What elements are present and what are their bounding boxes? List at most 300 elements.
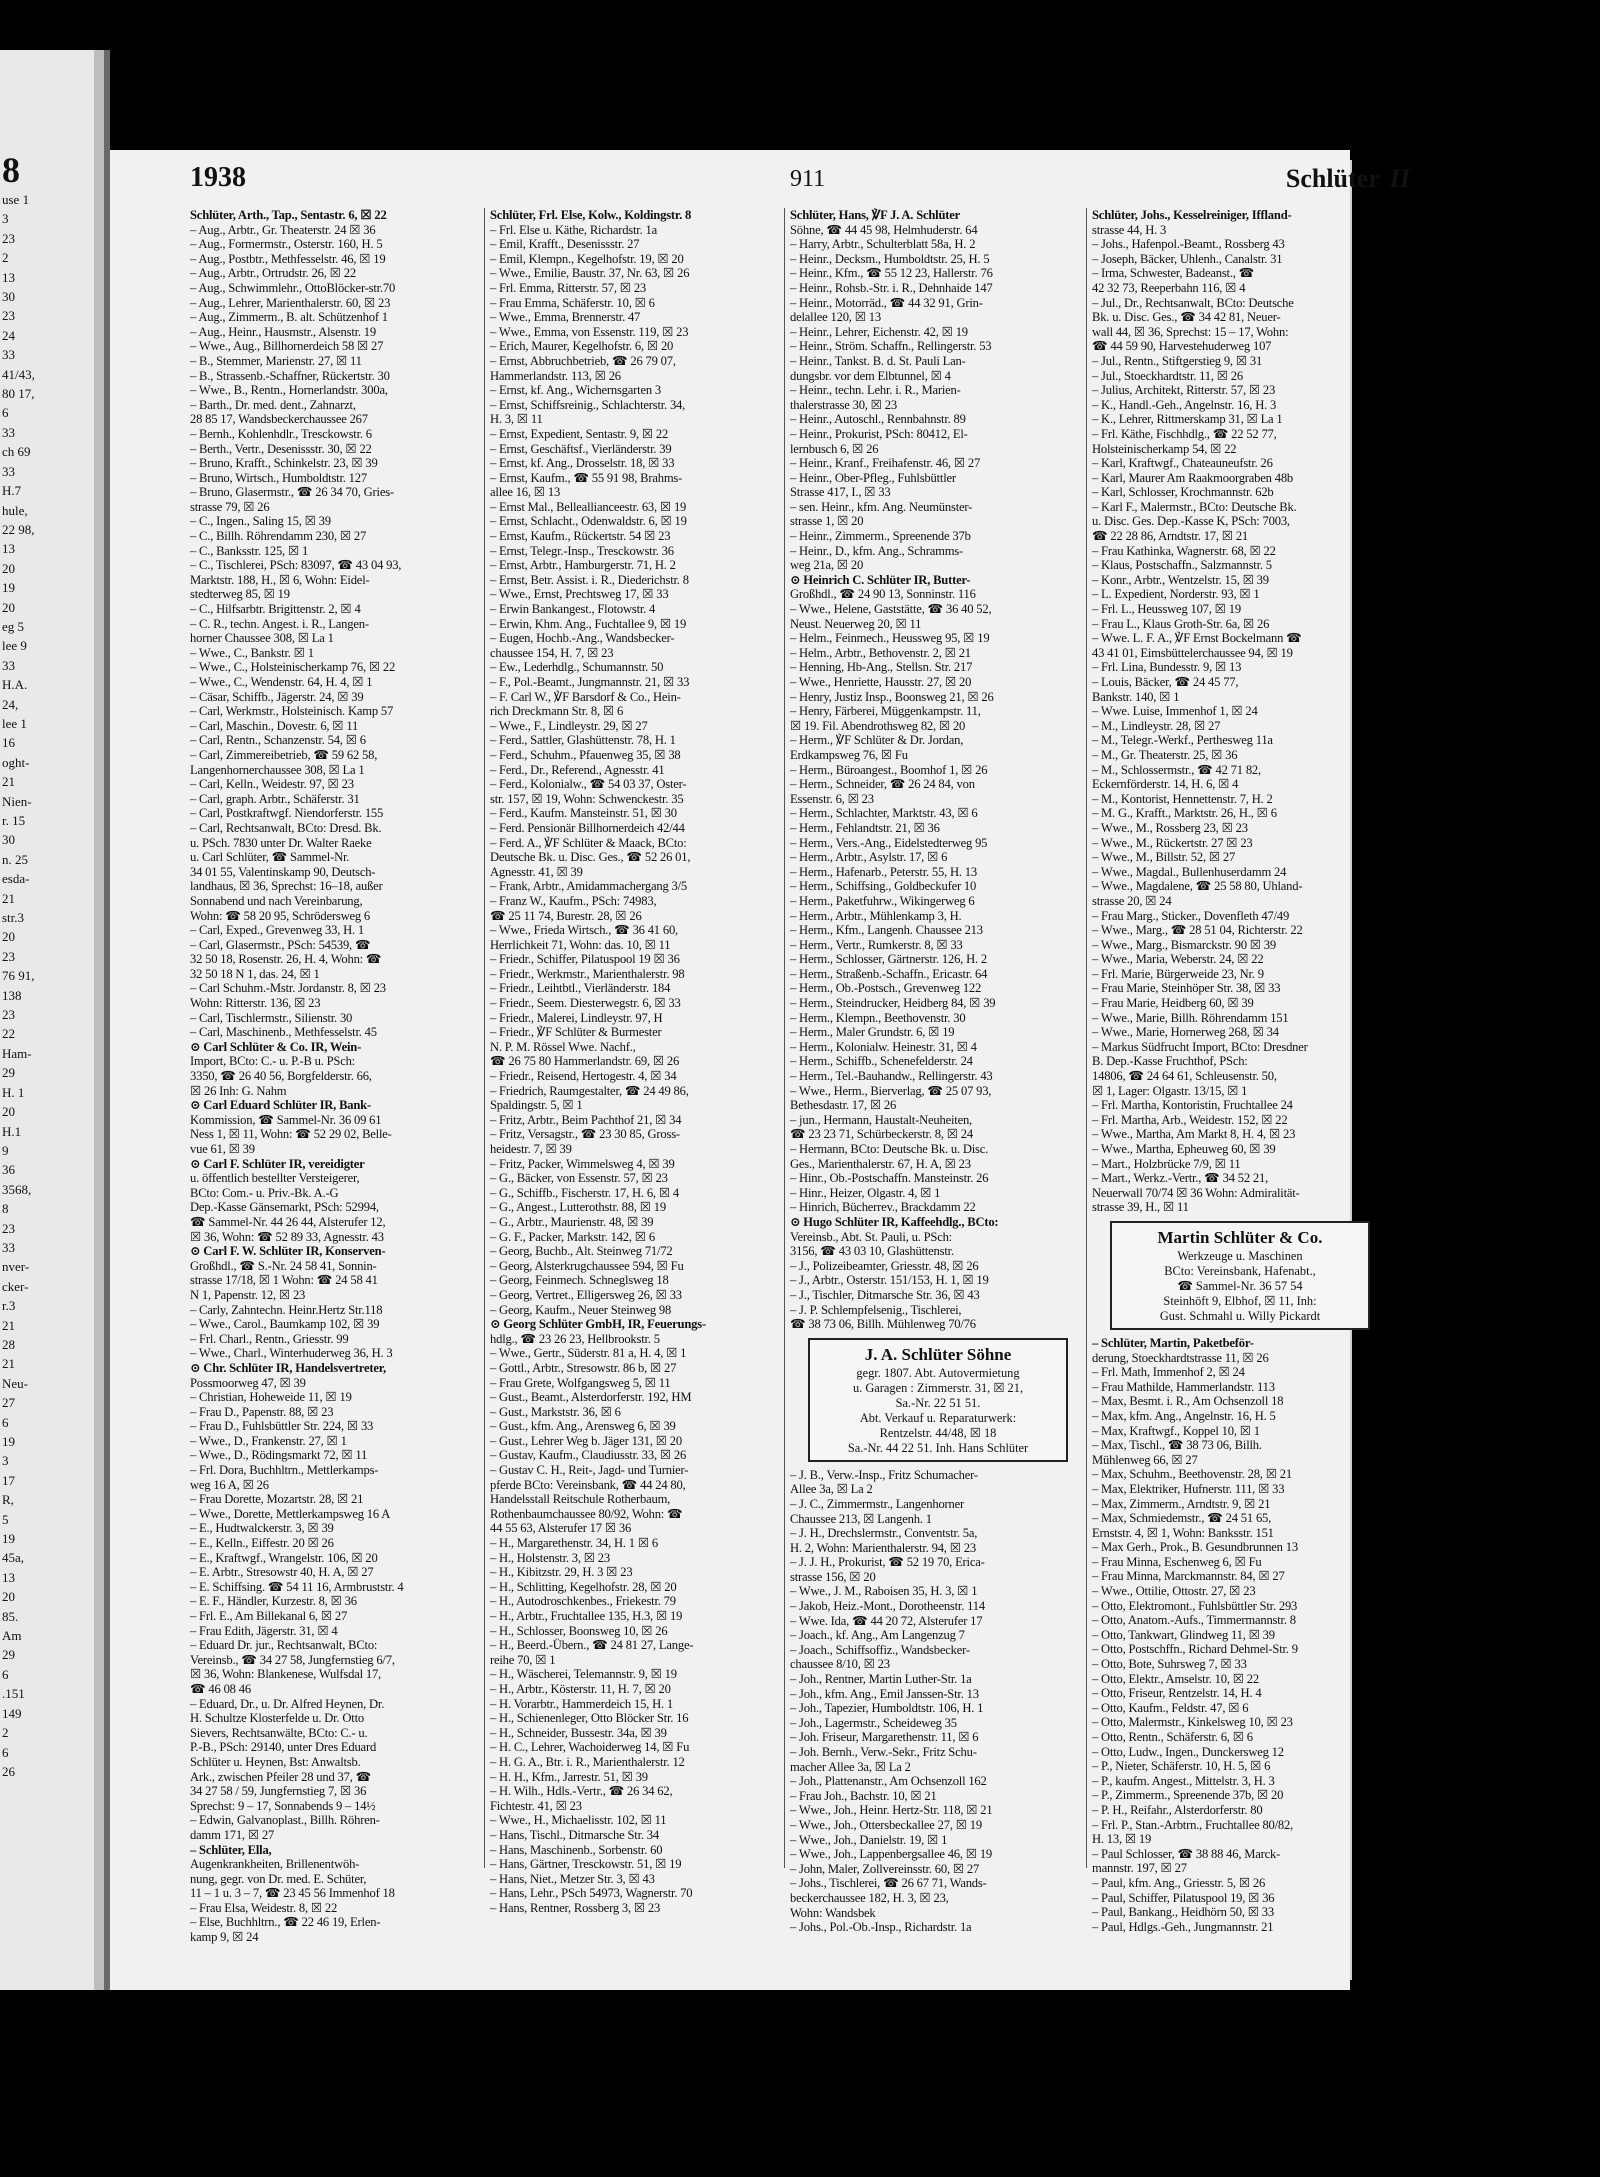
left-page-fragment: H.1 (2, 1123, 22, 1139)
directory-entry: – Gottl., Arbtr., Stresowstr. 86 b, ☒ 27 (490, 1360, 677, 1375)
header-page-number: 911 (790, 166, 826, 192)
directory-entry: rich Dreckmann Str. 8, ☒ 6 (490, 704, 624, 719)
left-page-fragment: 3 (2, 1453, 9, 1469)
left-page-fragment: 30 (2, 289, 15, 305)
directory-entry: – Erich, Maurer, Kegelhofstr. 6, ☒ 20 (490, 339, 674, 354)
directory-entry: mannstr. 197, ☒ 27 (1092, 1861, 1187, 1876)
directory-entry: Herrlichkeit 71, Wohn: das. 10, ☒ 11 (490, 937, 671, 952)
directory-entry: – Joach., kf. Ang., Am Langenzug 7 (790, 1628, 965, 1643)
directory-entry: – Erwin, Khm. Ang., Fuchtallee 9, ☒ 19 (490, 616, 687, 631)
left-page-fragment: 23 (2, 948, 15, 964)
advert-line: Werkzeuge u. Maschinen (1177, 1248, 1303, 1263)
directory-entry: – Max, Tischl., ☎ 38 73 06, Billh. (1092, 1438, 1262, 1453)
directory-entry: – Frau Edith, Jägerstr. 31, ☒ 4 (190, 1623, 338, 1638)
directory-entry: – Jul., Rentn., Stiftgerstieg 9, ☒ 31 (1092, 353, 1263, 368)
directory-entry: – Aug., Zimmerm., B. alt. Schützenhof 1 (190, 310, 388, 325)
directory-entry: 34 01 55, Valentinskamp 90, Deutsch- (190, 864, 376, 879)
directory-entry: – Fritz, Versagstr., ☎ 23 30 85, Gross- (490, 1127, 680, 1142)
directory-entry: – Markus Südfrucht Import, BCto: Dresdner (1092, 1039, 1308, 1054)
directory-entry: – Wwe., Dorette, Mettlerkampsweg 16 A (190, 1506, 391, 1521)
left-page-fragment: 3568, (2, 1181, 32, 1197)
directory-entry: – Aug., Lehrer, Marienthalerstr. 60, ☒ 23 (190, 295, 391, 310)
directory-entry: ⊙ Chr. Schlüter IR, Handelsvertreter, (190, 1360, 386, 1375)
directory-entry: – Ernst, Schiffsreinig., Schlachterstr. 34, (490, 397, 686, 412)
directory-entry: – Wwe., Magdal., Bullenhuserdamm 24 (1092, 864, 1287, 879)
directory-entry: Ness 1, ☒ 11, Wohn: ☎ 52 29 02, Belle- (190, 1127, 392, 1142)
directory-entry: Wohn: Wandsbek (790, 1905, 876, 1920)
left-page-fragment: 27 (2, 1395, 15, 1411)
directory-entry: – Wwe., Marie, Billh. Röhrendamm 151 (1092, 1010, 1289, 1025)
directory-entry: – C., Banksstr. 125, ☒ 1 (190, 543, 309, 558)
directory-entry: – Carl, Maschinenb., Methfesselstr. 45 (190, 1025, 377, 1040)
directory-entry: pferde BCto: Vereinsbank, ☎ 44 24 80, (490, 1477, 686, 1492)
directory-entry: – Heinr., Lehrer, Eichenstr. 42, ☒ 19 (790, 324, 968, 339)
directory-entry: – Ernst, Kaufm., Rückertstr. 54 ☒ 23 (490, 529, 671, 544)
directory-entry: Possmoorweg 47, ☒ 39 (190, 1375, 306, 1390)
directory-entry: – Herm., Ob.-Postsch., Grevenweg 122 (790, 981, 982, 996)
left-page-shadow (94, 50, 104, 1990)
directory-entry: strasse 20, ☒ 24 (1092, 893, 1172, 908)
left-page-fragment: 29 (2, 1065, 15, 1081)
directory-entry: Söhne, ☎ 44 45 98, Helmhuderstr. 64 (790, 222, 978, 237)
directory-entry: 34 27 58 / 59, Jungfernstieg 7, ☒ 36 (190, 1784, 367, 1799)
directory-column-4 (1092, 208, 1378, 1934)
directory-entry: – Frl. E., Am Billekanal 6, ☒ 27 (190, 1609, 348, 1623)
directory-entry: – Edwin, Galvanoplast., Billh. Röhren- (190, 1813, 380, 1828)
left-page-fragment: 45a, (2, 1550, 25, 1566)
directory-entry: – Joh., Rentner, Martin Luther-Str. 1a (790, 1672, 972, 1687)
directory-entry: N 1, Papenstr. 12, ☒ 23 (190, 1287, 306, 1302)
directory-entry: – Frank, Arbtr., Amidammachergang 3/5 (490, 879, 687, 894)
directory-entry: – J. P. Schlempfelsenig., Tischlerei, (790, 1302, 962, 1317)
directory-entry: – Bruno, Krafft., Schinkelstr. 23, ☒ 39 (190, 456, 378, 471)
directory-entry: – Joh., kfm. Ang., Emil Janssen-Str. 13 (790, 1686, 979, 1701)
directory-entry: – Wwe., Carol., Baumkamp 102, ☒ 39 (190, 1317, 380, 1332)
directory-entry: – M. G., Krafft., Marktstr. 26, H., ☒ 6 (1092, 806, 1277, 821)
left-page-fragment: 9 (2, 1142, 9, 1158)
directory-entry: – Paul, Hdlgs.-Geh., Jungmannstr. 21 (1092, 1919, 1274, 1934)
directory-entry: – Julius, Architekt, Ritterstr. 57, ☒ 23 (1092, 383, 1276, 398)
directory-entry: – Wwe., Ernst, Prechtsweg 17, ☒ 33 (490, 587, 669, 602)
left-page-fragment: 8 (2, 1201, 9, 1217)
directory-entry: – P., kaufm. Angest., Mittelstr. 3, H. 3 (1092, 1773, 1275, 1788)
directory-entry: – Wwe., H., Michaelisstr. 102, ☒ 11 (490, 1813, 667, 1828)
directory-entry: 43 41 01, Eimsbüttelerchaussee 94, ☒ 19 (1092, 645, 1293, 660)
directory-entry: 11 – 1 u. 3 – 7, ☎ 23 45 56 Immenhof 18 (190, 1886, 395, 1901)
directory-entry: 42 32 73, Reeperbahn 116, ☒ 4 (1092, 280, 1246, 295)
left-page-fragment: 80 17, (2, 386, 35, 402)
directory-entry: – H. H., Kfm., Jarrestr. 51, ☒ 39 (490, 1769, 648, 1784)
directory-entry: – Paul, Schiffer, Pilatuspool 19, ☒ 36 (1092, 1890, 1275, 1905)
directory-entry: – Carl, Exped., Grevenweg 33, H. 1 (190, 923, 365, 938)
directory-entry: – H., Schlitting, Kegelhofstr. 28, ☒ 20 (490, 1579, 677, 1594)
directory-entry: – Eugen, Hochb.-Ang., Wandsbecker- (490, 631, 675, 646)
directory-entry: – Emil, Krafft., Desenissstr. 27 (490, 237, 640, 252)
directory-entry: – C., Ingen., Saling 15, ☒ 39 (190, 514, 331, 529)
directory-entry: ☎ 22 28 86, Arndtstr. 17, ☒ 21 (1092, 529, 1249, 544)
left-page-fragment: 23 (2, 230, 15, 246)
directory-entry: – Frl. Lina, Bundesstr. 9, ☒ 13 (1092, 660, 1242, 675)
directory-entry: – Wwe., D., Rödingsmarkt 72, ☒ 11 (190, 1448, 368, 1463)
directory-entry: – Wwe., Martha, Am Markt 8, H. 4, ☒ 23 (1092, 1127, 1296, 1142)
advert-line: Sa.-Nr. 22 51 51. (895, 1395, 981, 1410)
directory-entry: – M., Telegr.-Werkf., Perthesweg 11a (1092, 733, 1273, 748)
left-page-fragment: 20 (2, 599, 15, 615)
running-head-volume: II (1389, 164, 1410, 193)
directory-entry: – Carl, Maschin., Dovestr. 6, ☒ 11 (190, 718, 359, 733)
left-page-fragment: 21 (2, 774, 15, 790)
directory-entry: – Ernst, Schlacht., Odenwaldstr. 6, ☒ 19 (490, 514, 687, 529)
directory-entry: weg 21a, ☒ 20 (790, 558, 864, 573)
directory-entry: – Wwe., C., Wendenstr. 64, H. 4, ☒ 1 (190, 675, 373, 689)
directory-entry: H. 13, ☒ 19 (1092, 1832, 1152, 1847)
left-page-fragment: 6 (2, 1744, 9, 1760)
directory-entry: Marktstr. 188, H., ☒ 6, Wohn: Eidel- (190, 572, 370, 587)
left-page-fragment: 23 (2, 308, 15, 324)
directory-entry: – Max, Elektriker, Hufnerstr. 111, ☒ 33 (1092, 1481, 1285, 1496)
directory-entry: Mühlenweg 66, ☒ 27 (1092, 1452, 1198, 1467)
directory-entry: – Herm., Schlosser, Gärtnerstr. 126, H. 2 (790, 952, 987, 967)
directory-entry: – Karl F., Malermstr., BCto: Deutsche Bk. (1092, 499, 1297, 514)
directory-entry: – Georg, Buchb., Alt. Steinweg 71/72 (490, 1244, 673, 1259)
left-page-fragment: 6 (2, 405, 9, 421)
header-year: 1938 (190, 162, 246, 193)
directory-entry: wall 44, ☒ 36, Sprechst: 15 – 17, Wohn: (1092, 324, 1289, 339)
directory-entry: – Christian, Hoheweide 11, ☒ 19 (190, 1390, 352, 1405)
directory-entry: ☒ 36, Wohn: Blankenese, Wulfsdal 17, (190, 1667, 381, 1682)
directory-entry: ⊙ Georg Schlüter GmbH, IR, Feuerungs- (490, 1317, 706, 1332)
advert-line: BCto: Vereinsbank, Hafenabt., (1164, 1263, 1316, 1278)
directory-entry: ⊙ Carl Schlüter & Co. IR, Wein- (190, 1039, 362, 1054)
directory-entry: – F. Carl W., ℣F Barsdorf & Co., Hein- (490, 689, 681, 704)
directory-entry: Ges., Marienthalerstr. 67, H. A, ☒ 23 (790, 1156, 971, 1171)
advert-line: ☎ Sammel-Nr. 36 57 54 (1177, 1278, 1303, 1293)
directory-entry: – Carl, Rentn., Schanzenstr. 54, ☒ 6 (190, 733, 366, 748)
directory-entry: – Herm., Tel.-Bauhandw., Rellingerstr. 43 (790, 1069, 993, 1084)
directory-entry: – Ernst, Telegr.-Insp., Tresckowstr. 36 (490, 543, 674, 558)
directory-entry: – Carl, Tischlermstr., Silienstr. 30 (190, 1010, 353, 1025)
directory-entry: – Herm., Maler Grundstr. 6, ☒ 19 (790, 1025, 955, 1040)
directory-entry: – Heinr., Kranf., Freihafenstr. 46, ☒ 27 (790, 456, 981, 471)
directory-entry: ☒ 26 Inh: G. Nahm (190, 1083, 287, 1098)
left-page-fragment: 17 (2, 1472, 15, 1488)
left-page-fragment: str.3 (2, 910, 25, 926)
directory-entry: – Wwe., Emma, von Essenstr. 119, ☒ 23 (490, 324, 689, 339)
directory-entry: Bankstr. 140, ☒ 1 (1092, 689, 1180, 704)
directory-entry: – Wwe., Joh., Lappenbergsallee 46, ☒ 19 (790, 1847, 993, 1862)
directory-entry: – H. G. A., Btr. i. R., Marienthalerstr. 12 (490, 1754, 685, 1769)
directory-entry: – Heinr., Ström. Schaffn., Rellingerstr. 53 (790, 339, 992, 354)
directory-entry: ☎ 38 73 06, Billh. Mühlenweg 70/76 (790, 1317, 976, 1332)
directory-entry: – Herm., Kolonialw. Heinestr. 31, ☒ 4 (790, 1039, 977, 1054)
directory-entry: – Ernst, Abbruchbetrieb, ☎ 26 79 07, (490, 353, 676, 368)
directory-entry: – Wwe., M., Rossberg 23, ☒ 23 (1092, 820, 1248, 835)
directory-entry: – Max, Schuhm., Beethovenstr. 28, ☒ 21 (1092, 1467, 1292, 1482)
directory-entry: – Wwe., Gertr., Süderstr. 81 a, H. 4, ☒ 1 (490, 1346, 687, 1361)
left-page-fragment: 41/43, (2, 366, 35, 382)
directory-entry: – Frau Grete, Wolfgangsweg 5, ☒ 11 (490, 1375, 671, 1390)
directory-entry: – Friedr., Reisend, Hertogestr. 4, ☒ 34 (490, 1069, 677, 1084)
directory-entry: – E. F., Händler, Kurzestr. 8, ☒ 36 (190, 1594, 357, 1609)
directory-entry: – Wwe., Marie, Hornerweg 268, ☒ 34 (1092, 1025, 1279, 1040)
directory-entry: – Otto, Kaufm., Feldstr. 47, ☒ 6 (1092, 1700, 1249, 1715)
directory-entry: – Cäsar, Schiffb., Jägerstr. 24, ☒ 39 (190, 689, 364, 704)
directory-entry: – Joh., Plattenanstr., Am Ochsenzoll 162 (790, 1774, 987, 1789)
directory-entry: – Bruno, Wirtsch., Humboldtstr. 127 (190, 470, 367, 485)
directory-entry: – Wwe. L. F. A., ℣F Ernst Bockelmann ☎ (1092, 631, 1302, 646)
directory-entry: – Fritz, Packer, Wimmelsweg 4, ☒ 39 (490, 1156, 675, 1171)
directory-entry: – Wwe., Aug., Billhornerdeich 58 ☒ 27 (190, 339, 384, 354)
directory-entry: – Frau D., Papenstr. 88, ☒ 23 (190, 1404, 334, 1419)
directory-entry: – Herm., Arbtr., Mühlenkamp 3, H. (790, 908, 962, 923)
directory-entry: strasse 1, ☒ 20 (790, 514, 864, 529)
directory-entry: – Louis, Bäcker, ☎ 24 45 77, (1092, 675, 1239, 689)
directory-entry: – Aug., Postbtr., Methfesselstr. 46, ☒ 19 (190, 251, 386, 266)
directory-entry: – Ernst, Arbtr., Hamburgerstr. 71, H. 2 (490, 558, 676, 573)
directory-entry: – Carl, Kelln., Weidestr. 97, ☒ 23 (190, 777, 354, 792)
left-page-fragment: 19 (2, 1531, 15, 1547)
directory-entry: Ark., zwischen Pfeiler 28 und 37, ☎ (190, 1769, 372, 1784)
directory-entry: – Gust., Lehrer Weg b. Jäger 131, ☒ 20 (490, 1433, 683, 1448)
directory-entry: – Wwe., J. M., Raboisen 35, H. 3, ☒ 1 (790, 1584, 978, 1599)
left-page-fragment: 3 (2, 211, 9, 227)
directory-entry: – H., Kibitzstr. 29, H. 3 ☒ 23 (490, 1565, 633, 1580)
directory-entry: Erdkampsweg 76, ☒ Fu (790, 747, 908, 762)
directory-entry: – Gustav C. H., Reit-, Jagd- und Turnier- (490, 1463, 689, 1478)
left-page-fragment: 33 (2, 1239, 15, 1255)
directory-entry: H. Schultze Klosterfelde u. Dr. Otto (190, 1711, 364, 1726)
directory-entry: – Henry, Justiz Insp., Boonsweg 21, ☒ 26 (790, 689, 994, 704)
directory-entry: – Heinr., Rohsb.-Str. i. R., Dehnhaide 147 (790, 280, 993, 295)
directory-entry: – Ernst Mal., Belleallianceestr. 63, ☒ 19 (490, 499, 687, 514)
directory-entry: – G., Schiffb., Fischerstr. 17, H. 6, ☒ 4 (490, 1185, 679, 1200)
left-page-fragment: 21 (2, 1356, 15, 1372)
left-page-fragment: H.7 (2, 483, 22, 499)
directory-entry: strasse 156, ☒ 20 (790, 1569, 876, 1584)
directory-entry: – Otto, Elektromont., Fuhlsbüttler Str. 293 (1092, 1598, 1298, 1613)
directory-entry: – Emil, Klempn., Kegelhofstr. 19, ☒ 20 (490, 251, 684, 266)
directory-entry: – J., Tischler, Ditmarsche Str. 36, ☒ 43 (790, 1287, 980, 1302)
directory-entry: – Hinr., Ob.-Postschaffn. Mansteinstr. 26 (790, 1171, 989, 1186)
directory-entry: – Fritz, Arbtr., Beim Pachthof 21, ☒ 34 (490, 1112, 682, 1127)
directory-entry: Fichtestr. 41, ☒ 23 (490, 1798, 582, 1813)
left-page-fragment: 19 (2, 580, 15, 596)
directory-entry: – Frl. Else u. Käthe, Richardstr. 1a (490, 222, 657, 237)
directory-entry: – Ferd. Pensionär Billhornerdeich 42/44 (490, 820, 685, 835)
column-rule (484, 208, 485, 1868)
directory-entry: – Wwe., Helene, Gaststätte, ☎ 36 40 52, (790, 602, 992, 617)
directory-entry: – K., Handl.-Geh., Angelnstr. 16, H. 3 (1092, 397, 1277, 412)
directory-entry: – Mart., Holzbrücke 7/9, ☒ 11 (1092, 1156, 1241, 1171)
directory-entry: ⊙ Heinrich C. Schlüter IR, Butter- (790, 572, 971, 587)
left-page-fragment: 2 (2, 1725, 9, 1741)
directory-entry: – H., Arbtr., Fruchtallee 135, H.3, ☒ 19 (490, 1609, 683, 1623)
advert-line: Sa.-Nr. 44 22 51. Inh. Hans Schlüter (847, 1440, 1029, 1455)
directory-entry: thalerstrasse 30, ☒ 23 (790, 397, 897, 412)
directory-entry: – Wwe., Maria, Weberstr. 24, ☒ 22 (1092, 952, 1264, 967)
directory-entry: – Wwe., Henriette, Hausstr. 27, ☒ 20 (790, 675, 972, 689)
advert-title: Martin Schlüter & Co. (1157, 1227, 1323, 1247)
directory-entry: – sen. Heinr., kfm. Ang. Neumünster- (790, 499, 973, 514)
directory-entry: – Max, Zimmerm., Arndtstr. 9, ☒ 21 (1092, 1496, 1271, 1511)
directory-entry: – Heinr., Decksm., Humboldtstr. 25, H. 5 (790, 251, 990, 266)
directory-entry: – Wwe., C., Holsteinischerkamp 76, ☒ 22 (190, 660, 396, 675)
directory-entry: weg 16 A, ☒ 26 (190, 1477, 269, 1492)
directory-entry: – Hans, Maschinenb., Sorbenstr. 60 (490, 1842, 663, 1857)
directory-entry: – Gust., Markststr. 36, ☒ 6 (490, 1404, 621, 1419)
directory-entry: 32 50 18, Rosenstr. 26, H. 4, Wohn: ☎ (190, 952, 382, 967)
directory-entry: – Klaus, Postschaffn., Salzmannstr. 5 (1092, 558, 1272, 573)
directory-entry: – Frau Minna, Marckmannstr. 84, ☒ 27 (1092, 1569, 1285, 1584)
directory-entry: – Aug., Formermstr., Osterstr. 160, H. 5 (190, 237, 383, 252)
directory-entry: – Carl, graph. Arbtr., Schäferstr. 31 (190, 791, 360, 806)
directory-entry: – Wwe., Marg., ☎ 28 51 04, Richterstr. 22 (1092, 923, 1303, 938)
directory-entry: Strasse 417, I., ☒ 33 (790, 485, 891, 500)
directory-entry: – H. Wilh., Hdls.-Vertr., ☎ 26 34 62, (490, 1784, 673, 1799)
directory-entry: stedterweg 85, ☒ 19 (190, 587, 290, 602)
directory-page (110, 150, 1410, 1990)
directory-entry: – Herm., Fehlandtstr. 21, ☒ 36 (790, 820, 940, 835)
directory-entry: – Ernst, Expedient, Sentastr. 9, ☒ 22 (490, 426, 669, 441)
directory-entry: – Johs., Tischlerei, ☎ 26 67 71, Wands- (790, 1876, 987, 1891)
left-page-fragment: r. 15 (2, 813, 26, 828)
directory-entry: – H. C., Lehrer, Wachoiderweg 14, ☒ Fu (490, 1740, 690, 1755)
directory-entry: – F., Pol.-Beamt., Jungmannstr. 21, ☒ 33 (490, 675, 690, 689)
directory-entry: – Helm., Arbtr., Bethovenstr. 2, ☒ 21 (790, 645, 971, 660)
directory-entry: – Aug., Heinr., Hausmstr., Alsenstr. 19 (190, 324, 377, 339)
directory-entry: vue 61, ☒ 39 (190, 1142, 255, 1156)
directory-entry: – Frl. Dora, Buchhltrn., Mettlerkamps- (190, 1463, 379, 1478)
directory-entry: – H., Schlosser, Boonsweg 10, ☒ 26 (490, 1623, 668, 1638)
directory-entry: – P., Zimmerm., Spreenende 37b, ☒ 20 (1092, 1788, 1284, 1803)
advert-line: u. Garagen : Zimmerstr. 31, ☒ 21, (852, 1380, 1024, 1395)
left-page-fragment: 29 (2, 1647, 15, 1663)
directory-entry: lernbusch 6, ☒ 26 (790, 441, 879, 456)
left-page-fragment: 30 (2, 832, 15, 848)
directory-entry: – G., Arbtr., Maurienstr. 48, ☒ 39 (490, 1214, 654, 1229)
left-page-fragment: 23 (2, 1220, 15, 1236)
directory-entry: – Frau Emma, Schäferstr. 10, ☒ 6 (490, 295, 655, 310)
directory-entry: – H., Wäscherei, Telemannstr. 9, ☒ 19 (490, 1667, 677, 1682)
directory-entry: – H., Margarethenstr. 34, H. 1 ☒ 6 (490, 1536, 658, 1551)
directory-entry: Schlüter, Hans, ℣F J. A. Schlüter (790, 208, 961, 222)
directory-entry: – Herm., Arbtr., Asylstr. 17, ☒ 6 (790, 850, 948, 865)
directory-entry: 28 85 17, Wandsbeckerchaussee 267 (190, 412, 368, 427)
directory-entry: – H., Beerd.-Übern., ☎ 24 81 27, Lange- (490, 1638, 694, 1653)
directory-entry: – Eduard Dr. jur., Rechtsanwalt, BCto: (190, 1638, 378, 1653)
directory-entry: ☒ 19. Fil. Abendrothsweg 82, ☒ 20 (790, 718, 966, 733)
directory-entry: Schlüter, Frl. Else, Kolw., Koldingstr. 8 (490, 208, 692, 222)
left-page-fragment: Neu- (2, 1375, 28, 1391)
directory-entry: – Friedr., Werkmstr., Marienthalerstr. 98 (490, 966, 685, 981)
directory-entry: – Carl, Werkmstr., Holsteinisch. Kamp 57 (190, 704, 394, 719)
directory-entry: hdlg., ☎ 23 26 23, Hellbrookstr. 5 (490, 1331, 660, 1346)
directory-entry: – Herm., Schiffsing., Goldbeckufer 10 (790, 879, 977, 894)
advert-line: Rentzelstr. 44/48, ☒ 18 (879, 1425, 997, 1440)
left-page-fragment: 28 (2, 1336, 15, 1352)
directory-entry: – Wwe., C., Bankstr. ☒ 1 (190, 645, 314, 660)
left-page-fragment: 33 (2, 463, 15, 479)
directory-entry: – Karl, Schlosser, Krochmannstr. 62b (1092, 485, 1274, 500)
directory-entry: – Hans, Gärtner, Tresckowstr. 51, ☒ 19 (490, 1857, 682, 1872)
directory-entry: – Friedr., ℣F Schlüter & Burmester (490, 1025, 662, 1040)
directory-entry: – Friedrich, Raumgestalter, ☎ 24 49 86, (490, 1083, 689, 1098)
directory-entry: – John, Maler, Zollvereinsstr. 60, ☒ 27 (790, 1861, 980, 1876)
directory-entry: – Henning, Hb-Ang., Stellsn. Str. 217 (790, 660, 973, 675)
directory-entry: – Heinr., Ober-Pfleg., Fuhlsbüttler (790, 470, 956, 485)
directory-entry: – Johs., Pol.-Ob.-Insp., Richardstr. 1a (790, 1920, 972, 1935)
advert-line: Steinhöft 9, Elbhof, ☒ 11, Inh: (1163, 1293, 1317, 1308)
directory-entry: – Max, Schmiedemstr., ☎ 24 51 65, (1092, 1511, 1272, 1526)
left-page-fragment: 13 (2, 541, 15, 557)
directory-entry: – Paul Schlosser, ☎ 38 88 46, Marck- (1092, 1846, 1281, 1861)
left-page-fragment: hule, (2, 502, 28, 518)
directory-entry: – J. H., Drechslermstr., Conventstr. 5a, (790, 1526, 978, 1541)
directory-entry: – Wwe., Martha, Epheuweg 60, ☒ 39 (1092, 1142, 1276, 1156)
directory-entry: – Otto, Postschffn., Richard Dehmel-Str. 9 (1092, 1642, 1298, 1657)
directory-entry: – Ew., Lederhdlg., Schumannstr. 50 (490, 660, 664, 675)
directory-entry: – Georg, Vertret., Elligersweg 26, ☒ 33 (490, 1287, 682, 1302)
directory-entry: B. Dep.-Kasse Fruchthof, PSch: (1092, 1054, 1248, 1069)
left-page-fragment: 22 98, (2, 521, 35, 537)
directory-entry: – Herm., Vers.-Ang., Eidelstedterweg 95 (790, 835, 988, 850)
directory-entry: – Herm., Schlachter, Marktstr. 43, ☒ 6 (790, 806, 978, 821)
directory-entry: – Aug., Schwimmlehr., OttoBlöcker-str.70 (190, 280, 396, 295)
directory-entry: – Otto, Malermstr., Kinkelsweg 10, ☒ 23 (1092, 1715, 1293, 1730)
left-page-fragment: 23 (2, 1007, 15, 1023)
directory-entry: – Jakob, Heiz.-Mont., Dorotheenstr. 114 (790, 1599, 985, 1614)
directory-entry: – Max Gerh., Prok., B. Gesundbrunnen 13 (1092, 1540, 1298, 1555)
directory-entry: – Georg, Feinmech. Schneglsweg 18 (490, 1273, 669, 1288)
advert-line: gegr. 1807. Abt. Autovermietung (856, 1365, 1020, 1380)
directory-entry: – Schlüter, Ella, (190, 1842, 272, 1857)
directory-entry: delallee 120, ☒ 13 (790, 310, 881, 325)
directory-entry: – Aug., Arbtr., Gr. Theaterstr. 24 ☒ 36 (190, 222, 376, 237)
directory-entry: Kommission, ☎ Sammel-Nr. 36 09 61 (190, 1112, 382, 1127)
directory-entry: – G., Angest., Lutterothstr. 88, ☒ 19 (490, 1200, 666, 1215)
directory-entry: – Gust., kfm. Ang., Arensweg 6, ☒ 39 (490, 1419, 676, 1434)
directory-entry: – Georg, Kaufm., Neuer Steinweg 98 (490, 1302, 672, 1317)
directory-entry: – Friedr., Leihtbtl., Vierländerstr. 184 (490, 981, 671, 996)
left-page-fragment: 13 (2, 269, 15, 285)
directory-column-2 (490, 208, 776, 1915)
directory-entry: allee 16, ☒ 13 (490, 485, 561, 500)
left-page-sliver (0, 50, 104, 1990)
left-page-fragment: 16 (2, 735, 15, 751)
directory-entry: – Heinr., Prokurist, PSch: 80412, El- (790, 426, 968, 441)
directory-entry: Wohn: ☎ 58 20 95, Schrödersweg 6 (190, 908, 371, 923)
left-page-fragment: H. 1 (2, 1084, 25, 1100)
left-page-fragment: use 1 (2, 192, 30, 207)
directory-entry: ☎ Sammel-Nr. 44 26 44, Alsterufer 12, (190, 1214, 386, 1229)
directory-entry: – Hans, Tischl., Ditmarsche Str. 34 (490, 1827, 659, 1842)
directory-entry: Deutsche Bk. u. Disc. Ges., ☎ 52 26 01, (490, 850, 691, 865)
directory-entry: damm 171, ☒ 27 (190, 1827, 275, 1842)
directory-entry: – Carl Schuhm.-Mstr. Jordanstr. 8, ☒ 23 (190, 981, 386, 996)
directory-column-3 (790, 208, 1076, 1935)
directory-entry: – J., Arbtr., Osterstr. 151/153, H. 1, ☒ 19 (790, 1273, 989, 1288)
left-page-fragment: 33 (2, 657, 15, 673)
directory-entry: – Georg, Alsterkrugchaussee 594, ☒ Fu (490, 1258, 684, 1273)
left-page-fragment: 5 (2, 1511, 9, 1527)
directory-entry: – H., Autodroschkenbes., Friekestr. 79 (490, 1594, 676, 1609)
directory-entry: – Wwe., Joh., Heinr. Hertz-Str. 118, ☒ 21 (790, 1803, 993, 1818)
directory-entry: – Wwe., Emilie, Baustr. 37, Nr. 63, ☒ 26 (490, 266, 690, 281)
directory-entry: – C., Tischlerei, PSch: 83097, ☎ 43 04 93, (190, 558, 402, 573)
directory-entry: – Ernst, Geschäftsf., Vierländerstr. 39 (490, 441, 672, 456)
directory-entry: – B., Strassenb.-Schaffner, Rückertstr. 30 (190, 368, 390, 383)
directory-entry: – Frau Joh., Bachstr. 10, ☒ 21 (790, 1788, 937, 1803)
